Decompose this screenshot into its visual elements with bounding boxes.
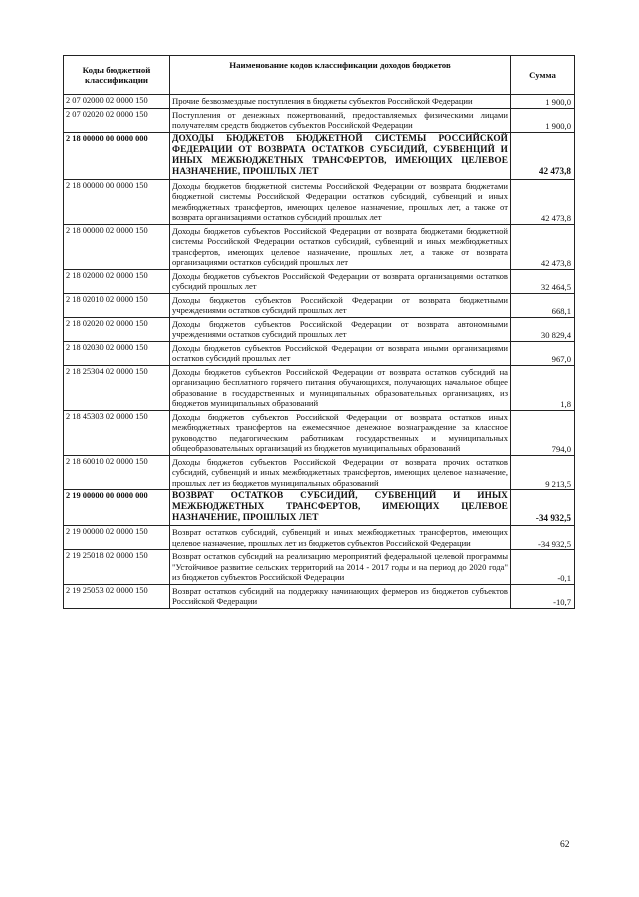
code-cell: 2 18 00000 00 0000 150 [64, 179, 170, 224]
amount-cell: 967,0 [511, 341, 575, 365]
amount-cell: -10,7 [511, 584, 575, 608]
code-cell: 2 19 25053 02 0000 150 [64, 584, 170, 608]
amount-cell: 42 473,8 [511, 224, 575, 269]
table-row [64, 455, 575, 490]
name-cell: Поступления от денежных пожертвований, предоставляемых физическими лицами получателям средств бюджетов субъектов Российской Федерации [170, 108, 511, 132]
code-cell: 2 07 02020 02 0000 150 [64, 108, 170, 132]
table-body [64, 95, 575, 609]
header-amount: Сумма [511, 56, 575, 95]
name-cell: ДОХОДЫ БЮДЖЕТОВ БЮДЖЕТНОЙ СИСТЕМЫ РОССИЙСКОЙ ФЕДЕРАЦИИ ОТ ВОЗВРАТА ОСТАТКОВ СУБСИДИЙ, СУБВЕНЦИЙ И ИНЫХ МЕЖБЮДЖЕТНЫХ ТРАНСФЕРТОВ, ИМЕЮЩИХ ЦЕЛЕВОЕ НАЗНАЧЕНИЕ, ПРОШЛЫХ ЛЕТ [170, 132, 511, 179]
amount-cell: 1 900,0 [511, 108, 575, 132]
code-cell: 2 19 00000 00 0000 000 [64, 490, 170, 526]
code-cell: 2 18 60010 02 0000 150 [64, 455, 170, 490]
budget-revenue-table [63, 55, 575, 609]
table-row [64, 269, 575, 293]
amount-cell: 794,0 [511, 410, 575, 455]
amount-cell: 30 829,4 [511, 317, 575, 341]
header-code: Коды бюджетной классификации [64, 56, 170, 95]
amount-cell: -0,1 [511, 550, 575, 585]
table-row [64, 526, 575, 550]
table-row [64, 365, 575, 410]
code-cell: 2 19 00000 02 0000 150 [64, 526, 170, 550]
amount-cell: 668,1 [511, 293, 575, 317]
table-row [64, 179, 575, 224]
table-row [64, 95, 575, 109]
amount-cell: 9 213,5 [511, 455, 575, 490]
header-name: Наименование кодов классификации доходов бюджетов [170, 56, 511, 95]
name-cell: ВОЗВРАТ ОСТАТКОВ СУБСИДИЙ, СУБВЕНЦИЙ И ИНЫХ МЕЖБЮДЖЕТНЫХ ТРАНСФЕРТОВ, ИМЕЮЩИХ ЦЕЛЕВОЕ НАЗНАЧЕНИЕ, ПРОШЛЫХ ЛЕТ [170, 490, 511, 526]
table-header-row [64, 56, 575, 95]
name-cell: Доходы бюджетов субъектов Российской Федерации от возврата организациями остатков субсидий прошлых лет [170, 269, 511, 293]
amount-cell: 1,8 [511, 365, 575, 410]
code-cell: 2 18 02010 02 0000 150 [64, 293, 170, 317]
code-cell: 2 07 02000 02 0000 150 [64, 95, 170, 109]
name-cell: Доходы бюджетов субъектов Российской Федерации от возврата иными организациями остатков субсидий прошлых лет [170, 341, 511, 365]
table-row [64, 293, 575, 317]
name-cell: Возврат остатков субсидий, субвенций и иных межбюджетных трансфертов, имеющих целевое назначение, прошлых лет из бюджетов субъектов Российской Федерации [170, 526, 511, 550]
amount-cell: 42 473,8 [511, 179, 575, 224]
name-cell: Доходы бюджетов субъектов Российской Федерации от возврата остатков субсидий на организацию бесплатного горячего питания обучающихся, получающих начальное общее образование в государственных и муниципальных образовательных организациях, из бюджетов муниципальных образований [170, 365, 511, 410]
code-cell: 2 19 25018 02 0000 150 [64, 550, 170, 585]
name-cell: Возврат остатков субсидий на поддержку начинающих фермеров из бюджетов субъектов Российской Федерации [170, 584, 511, 608]
name-cell: Доходы бюджетов субъектов Российской Федерации от возврата бюджетными учреждениями остатков субсидий прошлых лет [170, 293, 511, 317]
table-row [64, 132, 575, 179]
name-cell: Доходы бюджетов субъектов Российской Федерации от возврата прочих остатков субсидий, субвенций и иных межбюджетных трансфертов, имеющих целевое назначение, прошлых лет из бюджетов муниципальных образований [170, 455, 511, 490]
table-row [64, 341, 575, 365]
budget-table-container [63, 55, 574, 609]
table-row [64, 410, 575, 455]
amount-cell: -34 932,5 [511, 526, 575, 550]
name-cell: Доходы бюджетов бюджетной системы Российской Федерации от возврата бюджетами бюджетной системы Российской Федерации остатков субсидий, субвенций и иных межбюджетных трансфертов, имеющих целевое назначение, прошлых лет, а также от возврата организациями остатков субсидий прошлых лет [170, 179, 511, 224]
code-cell: 2 18 00000 02 0000 150 [64, 224, 170, 269]
name-cell: Прочие безвозмездные поступления в бюджеты субъектов Российской Федерации [170, 95, 511, 109]
code-cell: 2 18 02020 02 0000 150 [64, 317, 170, 341]
name-cell: Доходы бюджетов субъектов Российской Федерации от возврата бюджетами бюджетной системы Российской Федерации остатков субсидий, субвенций и иных межбюджетных трансфертов, имеющих целевое назначение, прошлых лет, а также от возврата организациями остатков субсидий прошлых лет [170, 224, 511, 269]
name-cell: Доходы бюджетов субъектов Российской Федерации от возврата автономными учреждениями остатков субсидий прошлых лет [170, 317, 511, 341]
table-row [64, 108, 575, 132]
code-cell: 2 18 25304 02 0000 150 [64, 365, 170, 410]
page-number: 62 [560, 840, 570, 850]
amount-cell: 42 473,8 [511, 132, 575, 179]
amount-cell: -34 932,5 [511, 490, 575, 526]
code-cell: 2 18 02000 02 0000 150 [64, 269, 170, 293]
table-row [64, 317, 575, 341]
table-row [64, 224, 575, 269]
name-cell: Возврат остатков субсидий на реализацию мероприятий федеральной целевой программы "Устойчивое развитие сельских территорий на 2014 - 2017 годы и на период до 2020 года" из бюджетов субъектов Российской Федерации [170, 550, 511, 585]
table-row [64, 550, 575, 585]
code-cell: 2 18 00000 00 0000 000 [64, 132, 170, 179]
code-cell: 2 18 02030 02 0000 150 [64, 341, 170, 365]
code-cell: 2 18 45303 02 0000 150 [64, 410, 170, 455]
amount-cell: 1 900,0 [511, 95, 575, 109]
amount-cell: 32 464,5 [511, 269, 575, 293]
name-cell: Доходы бюджетов субъектов Российской Федерации от возврата остатков иных межбюджетных трансфертов на ежемесячное денежное вознаграждение за классное руководство педагогическим работникам государственных и муниципальных общеобразовательных организаций из бюджетов муниципальных образований [170, 410, 511, 455]
table-row [64, 584, 575, 608]
table-row [64, 490, 575, 526]
